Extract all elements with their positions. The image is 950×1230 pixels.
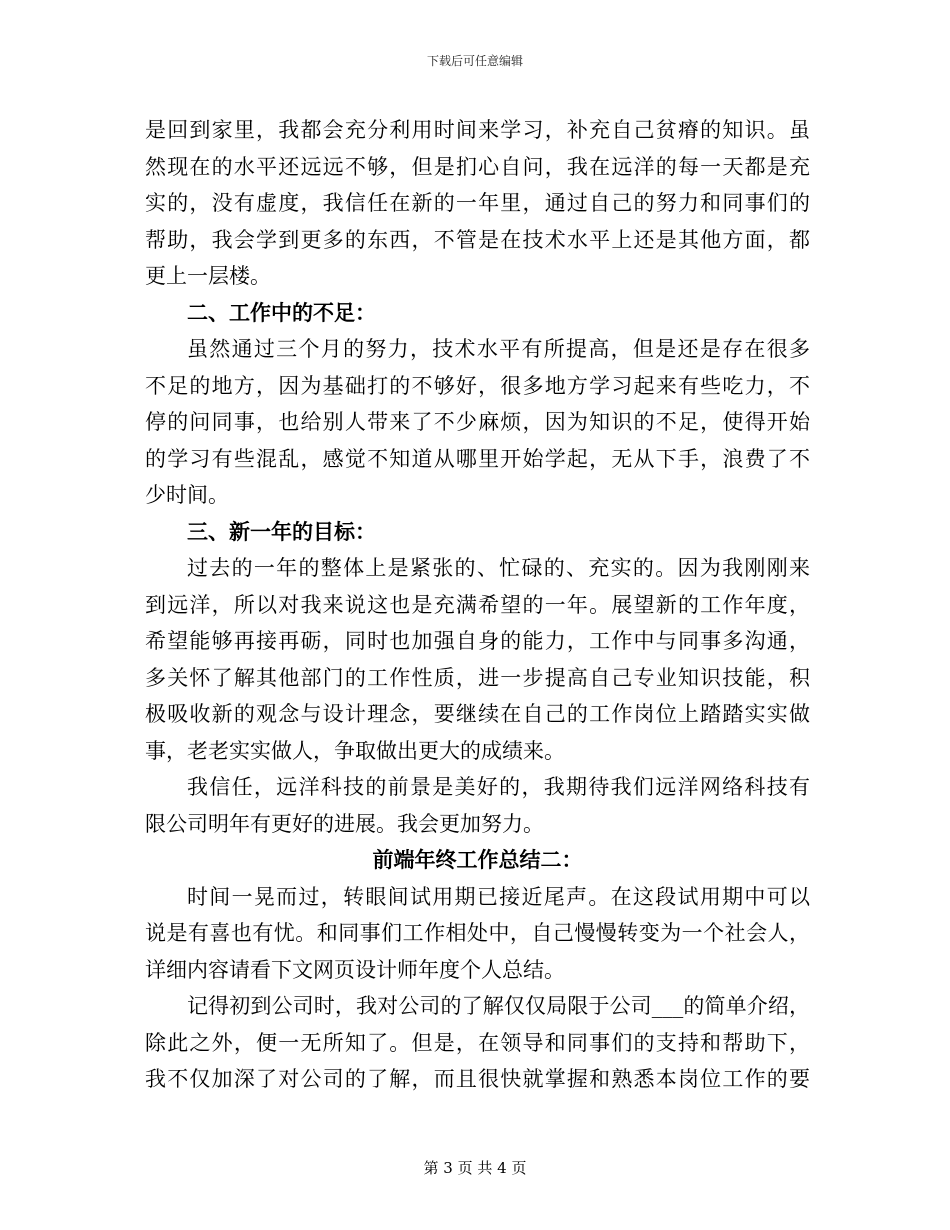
text-line: 然现在的水平还远远不够，但是扪心自问，我在远洋的每一天都是充 bbox=[145, 154, 810, 179]
text-line: 限公司明年有更好的进展。我会更加努力。 bbox=[145, 811, 544, 836]
text-line: 停的问同事，也给别人带来了不少麻烦，因为知识的不足，使得开始 bbox=[145, 410, 810, 434]
page-footer: 第 3 页 共 4 页 bbox=[423, 1159, 527, 1177]
text-line: 多关怀了解其他部门的工作性质，进一步提高自己专业知识技能，积 bbox=[145, 665, 810, 690]
text-line: 更上一层楼。 bbox=[145, 264, 271, 288]
text-line: 我不仅加深了对公司的了解，而且很快就掌握和熟悉本岗位工作的要 bbox=[145, 1067, 810, 1091]
text-line: 事，老老实实做人，争取做出更大的成绩来。 bbox=[145, 738, 565, 763]
text-line: 的学习有些混乱，感觉不知道从哪里开始学起，无从下手，浪费了不 bbox=[145, 446, 810, 471]
text-line: 过去的一年的整体上是紧张的、忙碌的、充实的。因为我刚刚来 bbox=[187, 556, 810, 580]
text-line: 说是有喜也有忧。和同事们工作相处中，自己慢慢转变为一个社会人， bbox=[145, 921, 810, 945]
text-line: 是回到家里，我都会充分利用时间来学习，补充自己贫瘠的知识。虽 bbox=[145, 118, 810, 142]
text-line: 记得初到公司时，我对公司的了解仅仅局限于公司___的简单介绍， bbox=[187, 994, 810, 1018]
text-line: 详细内容请看下文网页设计师年度个人总结。 bbox=[145, 957, 565, 982]
text-line: 到远洋，所以对我来说这也是充满希望的一年。展望新的工作年度， bbox=[145, 592, 810, 617]
text-line: 极吸收新的观念与设计理念，要继续在自己的工作岗位上踏踏实实做 bbox=[145, 702, 810, 726]
text-line: 除此之外，便一无所知了。但是，在领导和同事们的支持和帮助下， bbox=[145, 1030, 810, 1055]
text-line: 虽然通过三个月的努力，技术水平有所提高，但是还是存在很多 bbox=[187, 337, 810, 361]
section-title: 前端年终工作总结二： bbox=[372, 847, 583, 872]
text-line: 时间一晃而过，转眼间试用期已接近尾声。在这段试用期中可以 bbox=[187, 884, 810, 909]
text-line: 希望能够再接再砺，同时也加强自身的能力，工作中与同事多沟通， bbox=[145, 629, 810, 653]
document-body bbox=[145, 112, 810, 1098]
section-heading: 三、新一年的目标： bbox=[187, 518, 376, 544]
text-line: 我信任，远洋科技的前景是美好的，我期待我们远洋网络科技有 bbox=[187, 775, 810, 799]
text-line: 少时间。 bbox=[145, 483, 229, 507]
text-line: 帮助，我会学到更多的东西，不管是在技术水平上还是其他方面，都 bbox=[145, 227, 810, 252]
text-line: 实的，没有虚度，我信任在新的一年里，通过自己的努力和同事们的 bbox=[145, 191, 810, 215]
page-header: 下载后可任意编辑 bbox=[426, 54, 523, 68]
section-heading: 二、工作中的不足： bbox=[187, 299, 376, 325]
text-line: 不足的地方，因为基础打的不够好，很多地方学习起来有些吃力，不 bbox=[145, 373, 810, 398]
